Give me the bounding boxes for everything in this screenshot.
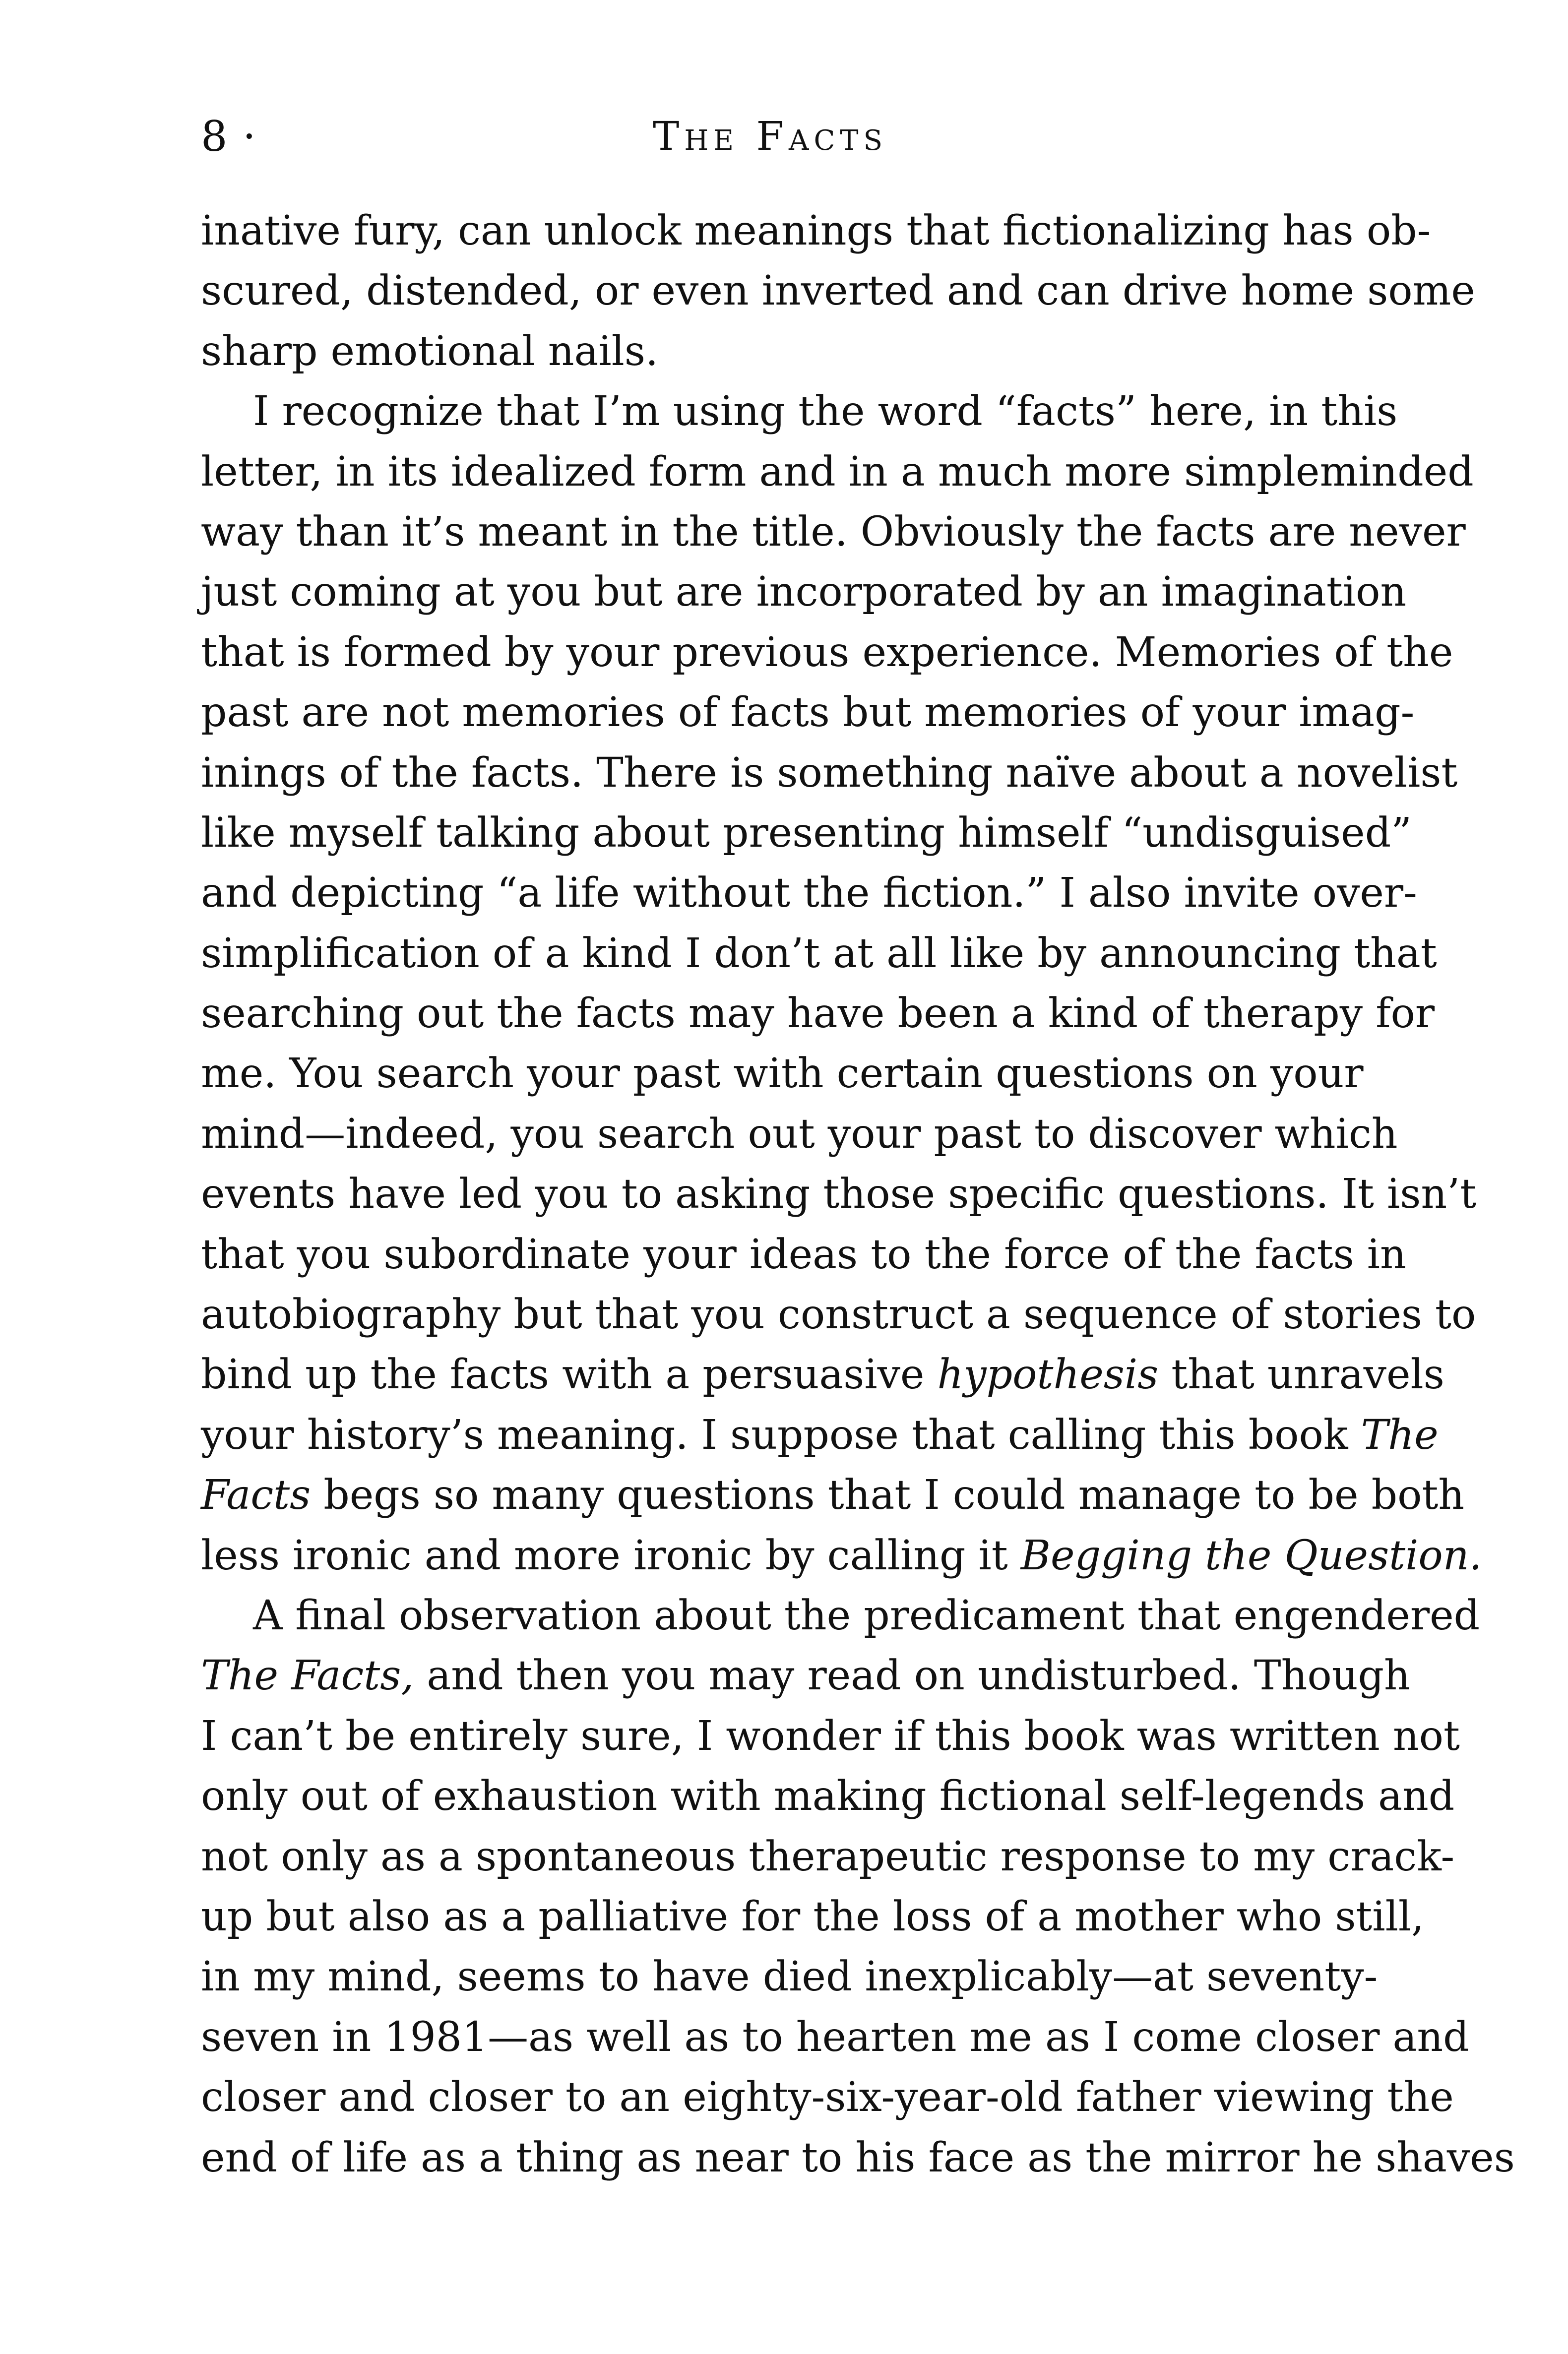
- text-segment: less ironic and more ironic by calling it: [201, 1532, 1021, 1579]
- text-line: [201, 1345, 1444, 1405]
- text-segment: that unravels: [1158, 1351, 1444, 1399]
- text-line: that you subordinate your ideas to the force of the facts in: [201, 1231, 1406, 1278]
- text-line: like myself talking about presenting himself “undisguised”: [201, 809, 1412, 857]
- text-line: that is formed by your previous experience. Memories of the: [201, 628, 1453, 676]
- italic-book-title: Begging the Question.: [1020, 1532, 1482, 1579]
- italic-book-title: Facts: [201, 1472, 311, 1519]
- text-line: me. You search your past with certain questions on your: [201, 1050, 1364, 1098]
- text-line: inative fury, can unlock meanings that fictionalizing has ob-: [201, 207, 1431, 254]
- italic-book-title: The Facts,: [201, 1652, 414, 1700]
- text-line: searching out the facts may have been a kind of therapy for: [201, 990, 1435, 1038]
- text-line: events have led you to asking those specific questions. It isn’t: [201, 1171, 1477, 1218]
- page-header: [201, 107, 1339, 166]
- text-line: end of life as a thing as near to his face as the mirror he shaves: [201, 2134, 1515, 2181]
- paragraph-start-line: I recognize that I’m using the word “facts” here, in this: [253, 388, 1398, 435]
- text-line: up but also as a palliative for the loss of a mother who still,: [201, 1893, 1425, 1940]
- text-line: inings of the facts. There is something naïve about a novelist: [201, 749, 1458, 797]
- paragraph-start-line: A final observation about the predicament that engendered: [253, 1592, 1480, 1639]
- text-segment: begs so many questions that I could manage to be both: [311, 1472, 1465, 1519]
- text-line: closer and closer to an eighty-six-year-old father viewing the: [201, 2074, 1454, 2121]
- text-segment: your history’s meaning. I suppose that calling this book: [201, 1411, 1361, 1459]
- text-line: scured, distended, or even inverted and can drive home some: [201, 267, 1475, 315]
- body-text: [201, 201, 1515, 2188]
- text-line: seven in 1981—as well as to hearten me as I come closer and: [201, 2013, 1469, 2061]
- text-line: in my mind, seems to have died inexplicably—at seventy-: [201, 1953, 1378, 2001]
- text-line: autobiography but that you construct a sequence of stories to: [201, 1291, 1476, 1339]
- text-line: [201, 1405, 1439, 1465]
- running-title: The Facts: [652, 113, 887, 159]
- italic-term: hypothesis: [937, 1351, 1159, 1399]
- text-line: [201, 1465, 1465, 1525]
- text-segment: bind up the facts with a persuasive: [201, 1351, 938, 1399]
- text-line: [201, 1646, 1410, 1706]
- page-number: 8 ·: [201, 112, 257, 161]
- text-line: way than it’s meant in the title. Obviously the facts are never: [201, 508, 1466, 556]
- text-line: sharp emotional nails.: [201, 327, 659, 375]
- text-line: just coming at you but are incorporated by an imagination: [201, 568, 1407, 616]
- text-line: I can’t be entirely sure, I wonder if this book was written not: [201, 1712, 1460, 1760]
- text-line: only out of exhaustion with making fictional self-legends and: [201, 1773, 1455, 1820]
- italic-book-title: The: [1361, 1411, 1439, 1459]
- text-line: simplification of a kind I don’t at all like by announcing that: [201, 929, 1437, 977]
- text-line: past are not memories of facts but memories of your imag-: [201, 689, 1415, 737]
- text-line: letter, in its idealized form and in a much more simpleminded: [201, 448, 1474, 496]
- text-line: not only as a spontaneous therapeutic response to my crack-: [201, 1833, 1455, 1880]
- text-segment: and then you may read on undisturbed. Though: [414, 1652, 1410, 1700]
- text-line: mind—indeed, you search out your past to discover which: [201, 1110, 1398, 1158]
- text-line: and depicting “a life without the fiction.” I also invite over-: [201, 869, 1417, 917]
- text-line: [201, 1526, 1482, 1586]
